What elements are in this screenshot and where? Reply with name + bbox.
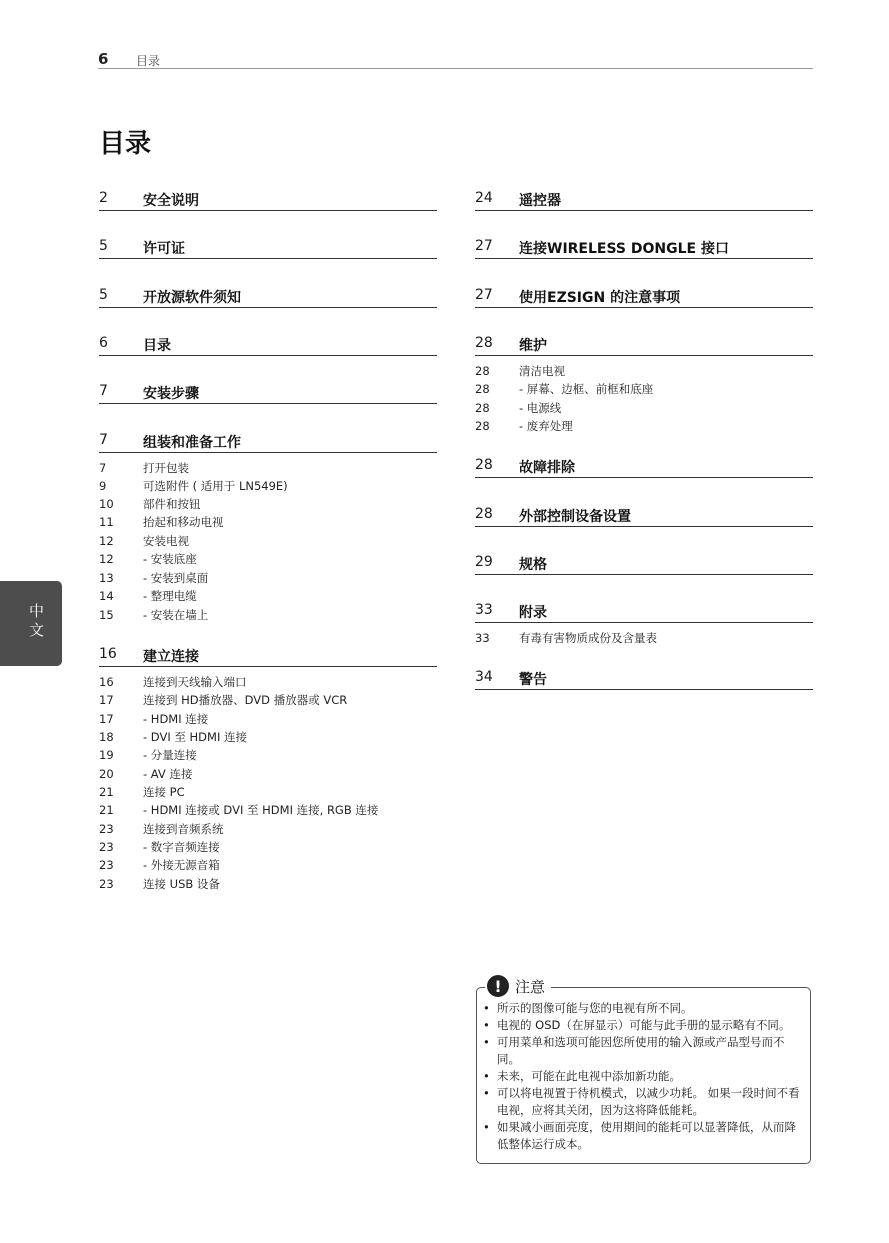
toc-page-number: 20 — [99, 767, 114, 781]
toc-page-number: 33 — [475, 631, 490, 645]
toc-title: - 整理电缆 — [143, 589, 197, 603]
toc-page-number: 5 — [99, 238, 108, 254]
toc-page-number: 6 — [99, 335, 108, 351]
toc-title: 建立连接 — [143, 649, 199, 665]
toc-page-number: 28 — [475, 401, 490, 415]
page-number: 6 — [98, 50, 109, 68]
toc-entry — [475, 630, 813, 646]
note-box — [476, 976, 811, 1164]
note-item: • 电视的 OSD（在屏显示）可能与此手册的显示略有不同。 — [483, 1017, 803, 1034]
toc-entry — [99, 478, 437, 494]
toc-entry — [475, 381, 813, 397]
toc-page-number: 7 — [99, 383, 108, 399]
toc-title: 可选附件 ( 适用于 LN549E) — [143, 479, 288, 493]
toc-title: 安全说明 — [143, 193, 199, 209]
toc-section — [475, 457, 813, 478]
note-list — [483, 1000, 803, 1153]
toc-entry — [475, 418, 813, 434]
toc-entry — [99, 496, 437, 512]
exclamation-icon: ! — [487, 975, 509, 997]
toc-title: - 屏幕、边框、前框和底座 — [519, 382, 654, 396]
toc-page-number: 21 — [99, 803, 114, 817]
toc-title: 维护 — [519, 338, 547, 354]
toc-title: 附录 — [519, 605, 547, 621]
page-header — [98, 50, 813, 69]
toc-entry — [99, 839, 437, 855]
toc-section — [99, 287, 437, 308]
toc-title: 打开包装 — [143, 461, 189, 475]
toc-page-number: 17 — [99, 712, 114, 726]
toc-page-number: 28 — [475, 382, 490, 396]
toc-title: - HDMI 连接或 DVI 至 HDMI 连接, RGB 连接 — [143, 803, 379, 817]
toc-page-number: 23 — [99, 858, 114, 872]
toc-page-number: 23 — [99, 822, 114, 836]
toc-title: - 安装底座 — [143, 552, 197, 566]
toc-page-number: 13 — [99, 571, 114, 585]
toc-entry — [99, 607, 437, 623]
toc-page-number: 11 — [99, 515, 114, 529]
toc-title: - DVI 至 HDMI 连接 — [143, 730, 247, 744]
toc-entry — [99, 747, 437, 763]
toc-entry — [99, 857, 437, 873]
toc-title: 抬起和移动电视 — [143, 515, 224, 529]
toc-title: 连接到音频系统 — [143, 822, 224, 836]
toc-title: 组装和准备工作 — [143, 435, 241, 451]
toc-section — [99, 432, 437, 453]
toc-entry — [99, 674, 437, 690]
toc-title: - 分量连接 — [143, 748, 197, 762]
toc-title: 清洁电视 — [519, 364, 565, 378]
toc-title: 安装步骤 — [143, 386, 199, 402]
toc-section — [99, 190, 437, 211]
toc-title: 规格 — [519, 557, 547, 573]
toc-title: - 安装在墙上 — [143, 608, 209, 622]
toc-title: - AV 连接 — [143, 767, 193, 781]
toc-entry — [99, 729, 437, 745]
toc-page-number: 10 — [99, 497, 114, 511]
toc-entry — [99, 692, 437, 708]
toc-page-number: 15 — [99, 608, 114, 622]
toc-page-number: 23 — [99, 840, 114, 854]
toc-page-number: 19 — [99, 748, 114, 762]
toc-page-number: 14 — [99, 589, 114, 603]
toc-section — [99, 335, 437, 356]
note-title: 注意 — [515, 977, 546, 996]
note-item: • 可用菜单和选项可能因您所使用的输入源或产品型号而不同。 — [483, 1034, 803, 1068]
toc-entry — [99, 876, 437, 892]
toc-title: - 安装到桌面 — [143, 571, 209, 585]
toc-title: 连接到 HD播放器、DVD 播放器或 VCR — [143, 693, 348, 707]
toc-entry — [99, 784, 437, 800]
language-tab-label: 中文 — [27, 603, 45, 641]
toc-page-number: 12 — [99, 534, 114, 548]
toc-title: 有毒有害物质成份及含量表 — [519, 631, 657, 645]
toc-page-number: 27 — [475, 287, 493, 303]
toc-title: 警告 — [519, 672, 547, 688]
toc-page-number: 27 — [475, 238, 493, 254]
header-title: 目录 — [136, 54, 161, 68]
toc-title: 故障排除 — [519, 460, 575, 476]
toc-entry — [475, 400, 813, 416]
toc-title: - HDMI 连接 — [143, 712, 209, 726]
toc-section — [475, 190, 813, 211]
toc-entry — [99, 570, 437, 586]
toc-title: 外部控制设备设置 — [519, 509, 631, 525]
toc-page-number: 23 — [99, 877, 114, 891]
note-item: • 所示的图像可能与您的电视有所不同。 — [483, 1000, 803, 1017]
toc-page-number: 29 — [475, 554, 493, 570]
toc-page-number: 18 — [99, 730, 114, 744]
page-title: 目录 — [99, 129, 152, 159]
toc-title: 使用EZSIGN 的注意事项 — [519, 290, 681, 306]
toc-title: 目录 — [143, 338, 171, 354]
toc-title: 遥控器 — [519, 193, 561, 209]
toc-title: - 外接无源音箱 — [143, 858, 220, 872]
toc-page-number: 17 — [99, 693, 114, 707]
toc-entry — [99, 514, 437, 530]
toc-entry — [99, 821, 437, 837]
toc-section — [475, 238, 813, 259]
toc-page-number: 7 — [99, 432, 108, 448]
toc-title: 连接WIRELESS DONGLE 接口 — [519, 241, 729, 257]
toc-section — [99, 238, 437, 259]
toc-page-number: 12 — [99, 552, 114, 566]
language-tab — [0, 581, 62, 666]
toc-title: - 废弃处理 — [519, 419, 573, 433]
toc-section — [475, 287, 813, 308]
toc-page-number: 16 — [99, 675, 114, 689]
toc-section — [475, 554, 813, 575]
toc-page-number: 5 — [99, 287, 108, 303]
toc-title: 部件和按钮 — [143, 497, 201, 511]
toc-title: - 数字音频连接 — [143, 840, 220, 854]
toc-entry — [99, 766, 437, 782]
toc-section — [99, 646, 437, 667]
note-item: • 未来，可能在此电视中添加新功能。 — [483, 1068, 803, 1085]
toc-entry — [99, 802, 437, 818]
toc-entry — [99, 711, 437, 727]
toc-section — [475, 335, 813, 356]
toc-title: - 电源线 — [519, 401, 562, 415]
toc-page-number: 28 — [475, 364, 490, 378]
toc-title: 许可证 — [143, 241, 185, 257]
note-header — [485, 974, 551, 998]
toc-section — [475, 506, 813, 527]
toc-entry — [99, 533, 437, 549]
toc-page-number: 21 — [99, 785, 114, 799]
toc-page-number: 16 — [99, 646, 117, 662]
toc-section — [99, 383, 437, 404]
toc-entry — [99, 460, 437, 476]
toc-title: 连接到天线输入端口 — [143, 675, 247, 689]
toc-page-number: 24 — [475, 190, 493, 206]
toc-entry — [99, 588, 437, 604]
toc-section — [475, 669, 813, 690]
toc-title: 连接 PC — [143, 785, 185, 799]
toc-entry — [99, 551, 437, 567]
toc-page-number: 7 — [99, 461, 107, 475]
note-item: • 可以将电视置于待机模式，以减少功耗。 如果一段时间不看电视，应将其关闭，因为这将降低能耗。 — [483, 1085, 803, 1119]
toc-page-number: 33 — [475, 602, 493, 618]
toc-page-number: 34 — [475, 669, 493, 685]
toc-entry — [475, 363, 813, 379]
toc-title: 开放源软件须知 — [143, 290, 241, 306]
toc-section — [475, 602, 813, 623]
toc-page-number: 2 — [99, 190, 108, 206]
toc-page-number: 28 — [475, 506, 493, 522]
toc-page-number: 28 — [475, 457, 493, 473]
toc-title: 安装电视 — [143, 534, 189, 548]
toc-page-number: 28 — [475, 419, 490, 433]
toc-page-number: 9 — [99, 479, 107, 493]
toc-page-number: 28 — [475, 335, 493, 351]
note-item: • 如果减小画面亮度，使用期间的能耗可以显著降低，从而降低整体运行成本。 — [483, 1119, 803, 1153]
toc-title: 连接 USB 设备 — [143, 877, 220, 891]
